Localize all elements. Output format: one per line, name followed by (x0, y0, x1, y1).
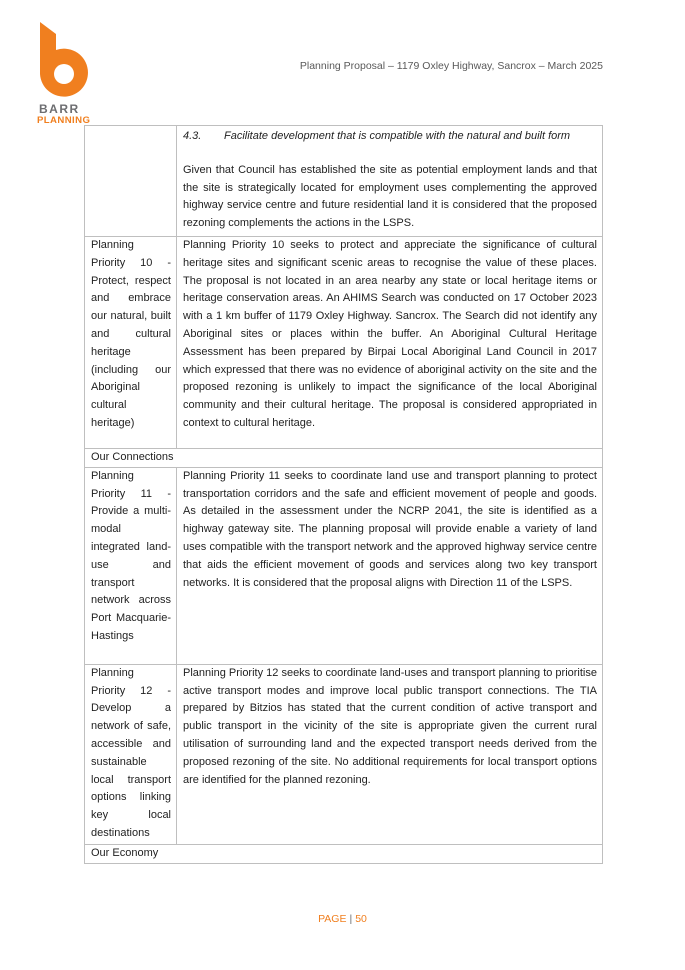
priority-text: Planning Priority 12 seeks to coordinate land-uses and transport planning to prioritise active transport modes and improve local public transport connections. The TIA prepared by Bitzios has stated that the current condition of active transport and public transport in the vicinity of the site is appropriate given the current rural utilisation of surrounding land and the expected transport needs derived from the proposed rezoning of the site. No additional requirements for local transport options are identified for the planned rezoning. (177, 664, 603, 844)
priority-label: Planning Priority 10 - Protect, respect and embrace our natural, built and cultural heritage (including our Aboriginal cultural heritage) (85, 237, 177, 449)
table-row (85, 664, 603, 844)
document-title: Planning Proposal – 1179 Oxley Highway, Sancrox – March 2025 (299, 60, 603, 72)
priority-label: Planning Priority 12 - Develop a network of safe, accessible and sustainable local transport options linking key local destinations (85, 664, 177, 844)
logo-barr-text: BARR (39, 102, 80, 116)
table-row (85, 126, 603, 237)
priority-text: Planning Priority 11 seeks to coordinate land use and transport planning to protect transportation corridors and the safe and efficient movement of people and goods. As detailed in the assessment under the NCRP 2041, the site is identified as a highway gateway site. The planning proposal will provide enable a variety of land uses compatible with the transport network and the approved highway service centre that aids the efficient movement of goods and services along two key transport networks. It is considered that the proposal aligns with Direction 11 of the LSPS. (177, 467, 603, 664)
priority-text: Planning Priority 10 seeks to protect and appreciate the significance of cultural heritage sites and significant scenic areas to recognise the value of these places. The proposal is not located in an area nearby any state or local heritage items or heritage conservation areas. An AHIMS Search was conducted on 17 October 2023 with a 1 km buffer of 1179 Oxley Highway. Sancrox. The Search did not identify any Aboriginal sites or places within the buffer. An Aboriginal Cultural Heritage Assessment has been prepared by Birpai Local Aboriginal Land Council in 2017 which expressed that there was no evidence of aboriginal activity on the site and the proposed rezoning is unlikely to impact the significance of the local Aboriginal community and their cultural heritage. The proposal is considered appropriated in context to cultural heritage. (177, 237, 603, 449)
logo-planning-text: PLANNING (37, 115, 91, 126)
footer-separator: | (349, 913, 353, 925)
logo-b-icon (34, 20, 100, 100)
section-heading: Our Connections (85, 449, 603, 468)
action-number: 4.3. (183, 130, 202, 142)
section-row (85, 844, 603, 863)
page-footer (0, 913, 685, 925)
action-cell (177, 126, 603, 237)
action-heading (183, 126, 597, 146)
section-heading: Our Economy (85, 844, 603, 863)
barr-planning-logo (34, 20, 104, 126)
table-row (85, 237, 603, 449)
section-row (85, 449, 603, 468)
table-row (85, 467, 603, 664)
page-label: PAGE (318, 913, 347, 925)
empty-cell (85, 126, 177, 237)
action-title: Facilitate development that is compatible with the natural and built form (224, 130, 571, 142)
priority-label: Planning Priority 11 - Provide a multi-modal integrated land-use and transport network across Port Macquarie-Hastings (85, 467, 177, 664)
action-text: Given that Council has established the site as potential employment lands and that the site is strategically located for employment uses complementing the approved highway service centre and future residential land it is considered that the proposed rezoning complements the actions in the LSPS. (183, 163, 597, 230)
page-number: 50 (355, 913, 367, 925)
planning-priorities-table (84, 125, 603, 864)
